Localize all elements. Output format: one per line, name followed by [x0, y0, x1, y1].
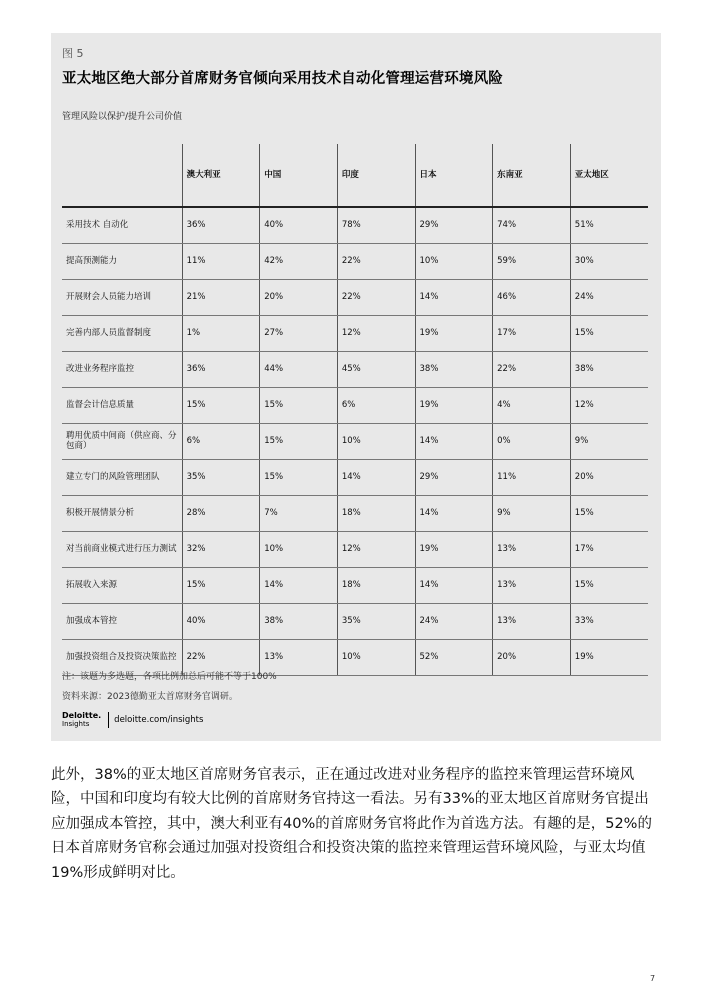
column-header: 印度: [337, 144, 415, 207]
table-cell: 15%: [260, 423, 338, 459]
header-empty: [62, 144, 182, 207]
row-label: 积极开展情景分析: [62, 495, 182, 531]
table-header-row: [62, 144, 648, 207]
table-cell: 0%: [493, 423, 571, 459]
table-row: [62, 315, 648, 351]
figure-title: 亚太地区绝大部分首席财务官倾向采用技术自动化管理运营环境风险: [62, 71, 503, 87]
table-cell: 19%: [415, 531, 493, 567]
table-cell: 12%: [337, 315, 415, 351]
table-cell: 32%: [182, 531, 260, 567]
table-cell: 13%: [493, 531, 571, 567]
table-row: [62, 207, 648, 243]
figure-note: 注：该题为多选题，各项比例加总后可能不等于100%: [62, 672, 277, 682]
column-header: 中国: [260, 144, 338, 207]
table-cell: 28%: [182, 495, 260, 531]
table-cell: 30%: [570, 243, 648, 279]
table-cell: 13%: [260, 639, 338, 675]
table-cell: 14%: [260, 567, 338, 603]
body-paragraph: 此外，38%的亚太地区首席财务官表示，正在通过改进对业务程序的监控来管理运营环境风险，中国和印度均有较大比例的首席财务官持这一看法。另有33%的亚太地区首席财务官提出应加强成本管控，其中，澳大利亚有40%的首席财务官将此作为首选方法。有趣的是，52%的日本首席财务官称会通过加强对投资组合和投资决策的监控来管理运营环境风险，与亚太均值19%形成鲜明对比。: [51, 767, 652, 881]
table-cell: 38%: [260, 603, 338, 639]
table-cell: 51%: [570, 207, 648, 243]
table-cell: 45%: [337, 351, 415, 387]
table-cell: 38%: [570, 351, 648, 387]
figure-source: 资料来源：2023德勤亚太首席财务官调研。: [62, 692, 238, 702]
table-cell: 20%: [493, 639, 571, 675]
data-table: [62, 144, 648, 676]
row-label: 加强投资组合及投资决策监控: [62, 639, 182, 675]
table-row: [62, 567, 648, 603]
table-cell: 15%: [260, 459, 338, 495]
table-cell: 52%: [415, 639, 493, 675]
brand-name: Deloitte.: [62, 711, 102, 720]
row-label: 拓展收入来源: [62, 567, 182, 603]
row-label: 对当前商业模式进行压力测试: [62, 531, 182, 567]
brand-divider: [108, 712, 109, 728]
table-cell: 11%: [493, 459, 571, 495]
table-cell: 15%: [570, 567, 648, 603]
table-row: [62, 387, 648, 423]
table-row: [62, 243, 648, 279]
table-cell: 14%: [415, 495, 493, 531]
table-cell: 9%: [570, 423, 648, 459]
table-cell: 9%: [493, 495, 571, 531]
figure-label: 图 5: [62, 47, 84, 60]
figure-subtitle: 管理风险以保护/提升公司价值: [62, 112, 183, 122]
table-cell: 17%: [493, 315, 571, 351]
table-cell: 19%: [415, 387, 493, 423]
table-cell: 21%: [182, 279, 260, 315]
table-cell: 6%: [337, 387, 415, 423]
table-cell: 20%: [260, 279, 338, 315]
table-cell: 20%: [570, 459, 648, 495]
row-label: 加强成本管控: [62, 603, 182, 639]
table-cell: 14%: [337, 459, 415, 495]
table-cell: 15%: [182, 567, 260, 603]
table-cell: 29%: [415, 207, 493, 243]
table-cell: 15%: [570, 495, 648, 531]
table-cell: 18%: [337, 495, 415, 531]
table-cell: 40%: [182, 603, 260, 639]
table-cell: 46%: [493, 279, 571, 315]
table-cell: 22%: [182, 639, 260, 675]
table-cell: 17%: [570, 531, 648, 567]
table-cell: 24%: [570, 279, 648, 315]
table-cell: 11%: [182, 243, 260, 279]
table-cell: 10%: [415, 243, 493, 279]
table-cell: 10%: [260, 531, 338, 567]
table-cell: 19%: [415, 315, 493, 351]
column-header: 澳大利亚: [182, 144, 260, 207]
table-cell: 12%: [570, 387, 648, 423]
table-cell: 14%: [415, 567, 493, 603]
table-cell: 36%: [182, 351, 260, 387]
table-cell: 59%: [493, 243, 571, 279]
table-cell: 35%: [337, 603, 415, 639]
column-header: 东南亚: [493, 144, 571, 207]
column-header: 日本: [415, 144, 493, 207]
table-cell: 4%: [493, 387, 571, 423]
brand-url[interactable]: deloitte.com/insights: [114, 715, 204, 725]
table-cell: 15%: [570, 315, 648, 351]
table-cell: 36%: [182, 207, 260, 243]
table-cell: 7%: [260, 495, 338, 531]
column-header: 亚太地区: [570, 144, 648, 207]
row-label: 完善内部人员监督制度: [62, 315, 182, 351]
table-row: [62, 423, 648, 459]
brand-footer: [62, 711, 203, 729]
table-cell: 22%: [493, 351, 571, 387]
table-cell: 74%: [493, 207, 571, 243]
page-number: 7: [650, 974, 656, 983]
figure-panel: [51, 33, 661, 741]
table-cell: 14%: [415, 279, 493, 315]
table-cell: 13%: [493, 567, 571, 603]
table-cell: 78%: [337, 207, 415, 243]
row-label: 建立专门的风险管理团队: [62, 459, 182, 495]
row-label: 开展财会人员能力培训: [62, 279, 182, 315]
table-row: [62, 279, 648, 315]
table-cell: 13%: [493, 603, 571, 639]
brand-sub: Insights: [62, 720, 90, 728]
table-cell: 10%: [337, 639, 415, 675]
table-cell: 42%: [260, 243, 338, 279]
table-cell: 15%: [260, 387, 338, 423]
table-row: [62, 495, 648, 531]
table-cell: 38%: [415, 351, 493, 387]
table-cell: 6%: [182, 423, 260, 459]
table-cell: 27%: [260, 315, 338, 351]
table-cell: 22%: [337, 279, 415, 315]
row-label: 提高预测能力: [62, 243, 182, 279]
table-cell: 10%: [337, 423, 415, 459]
table-cell: 15%: [182, 387, 260, 423]
table-cell: 14%: [415, 423, 493, 459]
row-label: 聘用优质中间商（供应商、分包商）: [62, 423, 182, 459]
table-cell: 40%: [260, 207, 338, 243]
deloitte-logo: [62, 712, 101, 728]
table-cell: 33%: [570, 603, 648, 639]
row-label: 监督会计信息质量: [62, 387, 182, 423]
row-label: 改进业务程序监控: [62, 351, 182, 387]
row-label: 采用技术 自动化: [62, 207, 182, 243]
table-cell: 19%: [570, 639, 648, 675]
table-cell: 24%: [415, 603, 493, 639]
table-row: [62, 603, 648, 639]
table-cell: 12%: [337, 531, 415, 567]
table-row: [62, 459, 648, 495]
table-cell: 35%: [182, 459, 260, 495]
table-row: [62, 531, 648, 567]
table-cell: 18%: [337, 567, 415, 603]
table-cell: 29%: [415, 459, 493, 495]
table-cell: 22%: [337, 243, 415, 279]
table-cell: 44%: [260, 351, 338, 387]
table-cell: 1%: [182, 315, 260, 351]
table-row: [62, 351, 648, 387]
